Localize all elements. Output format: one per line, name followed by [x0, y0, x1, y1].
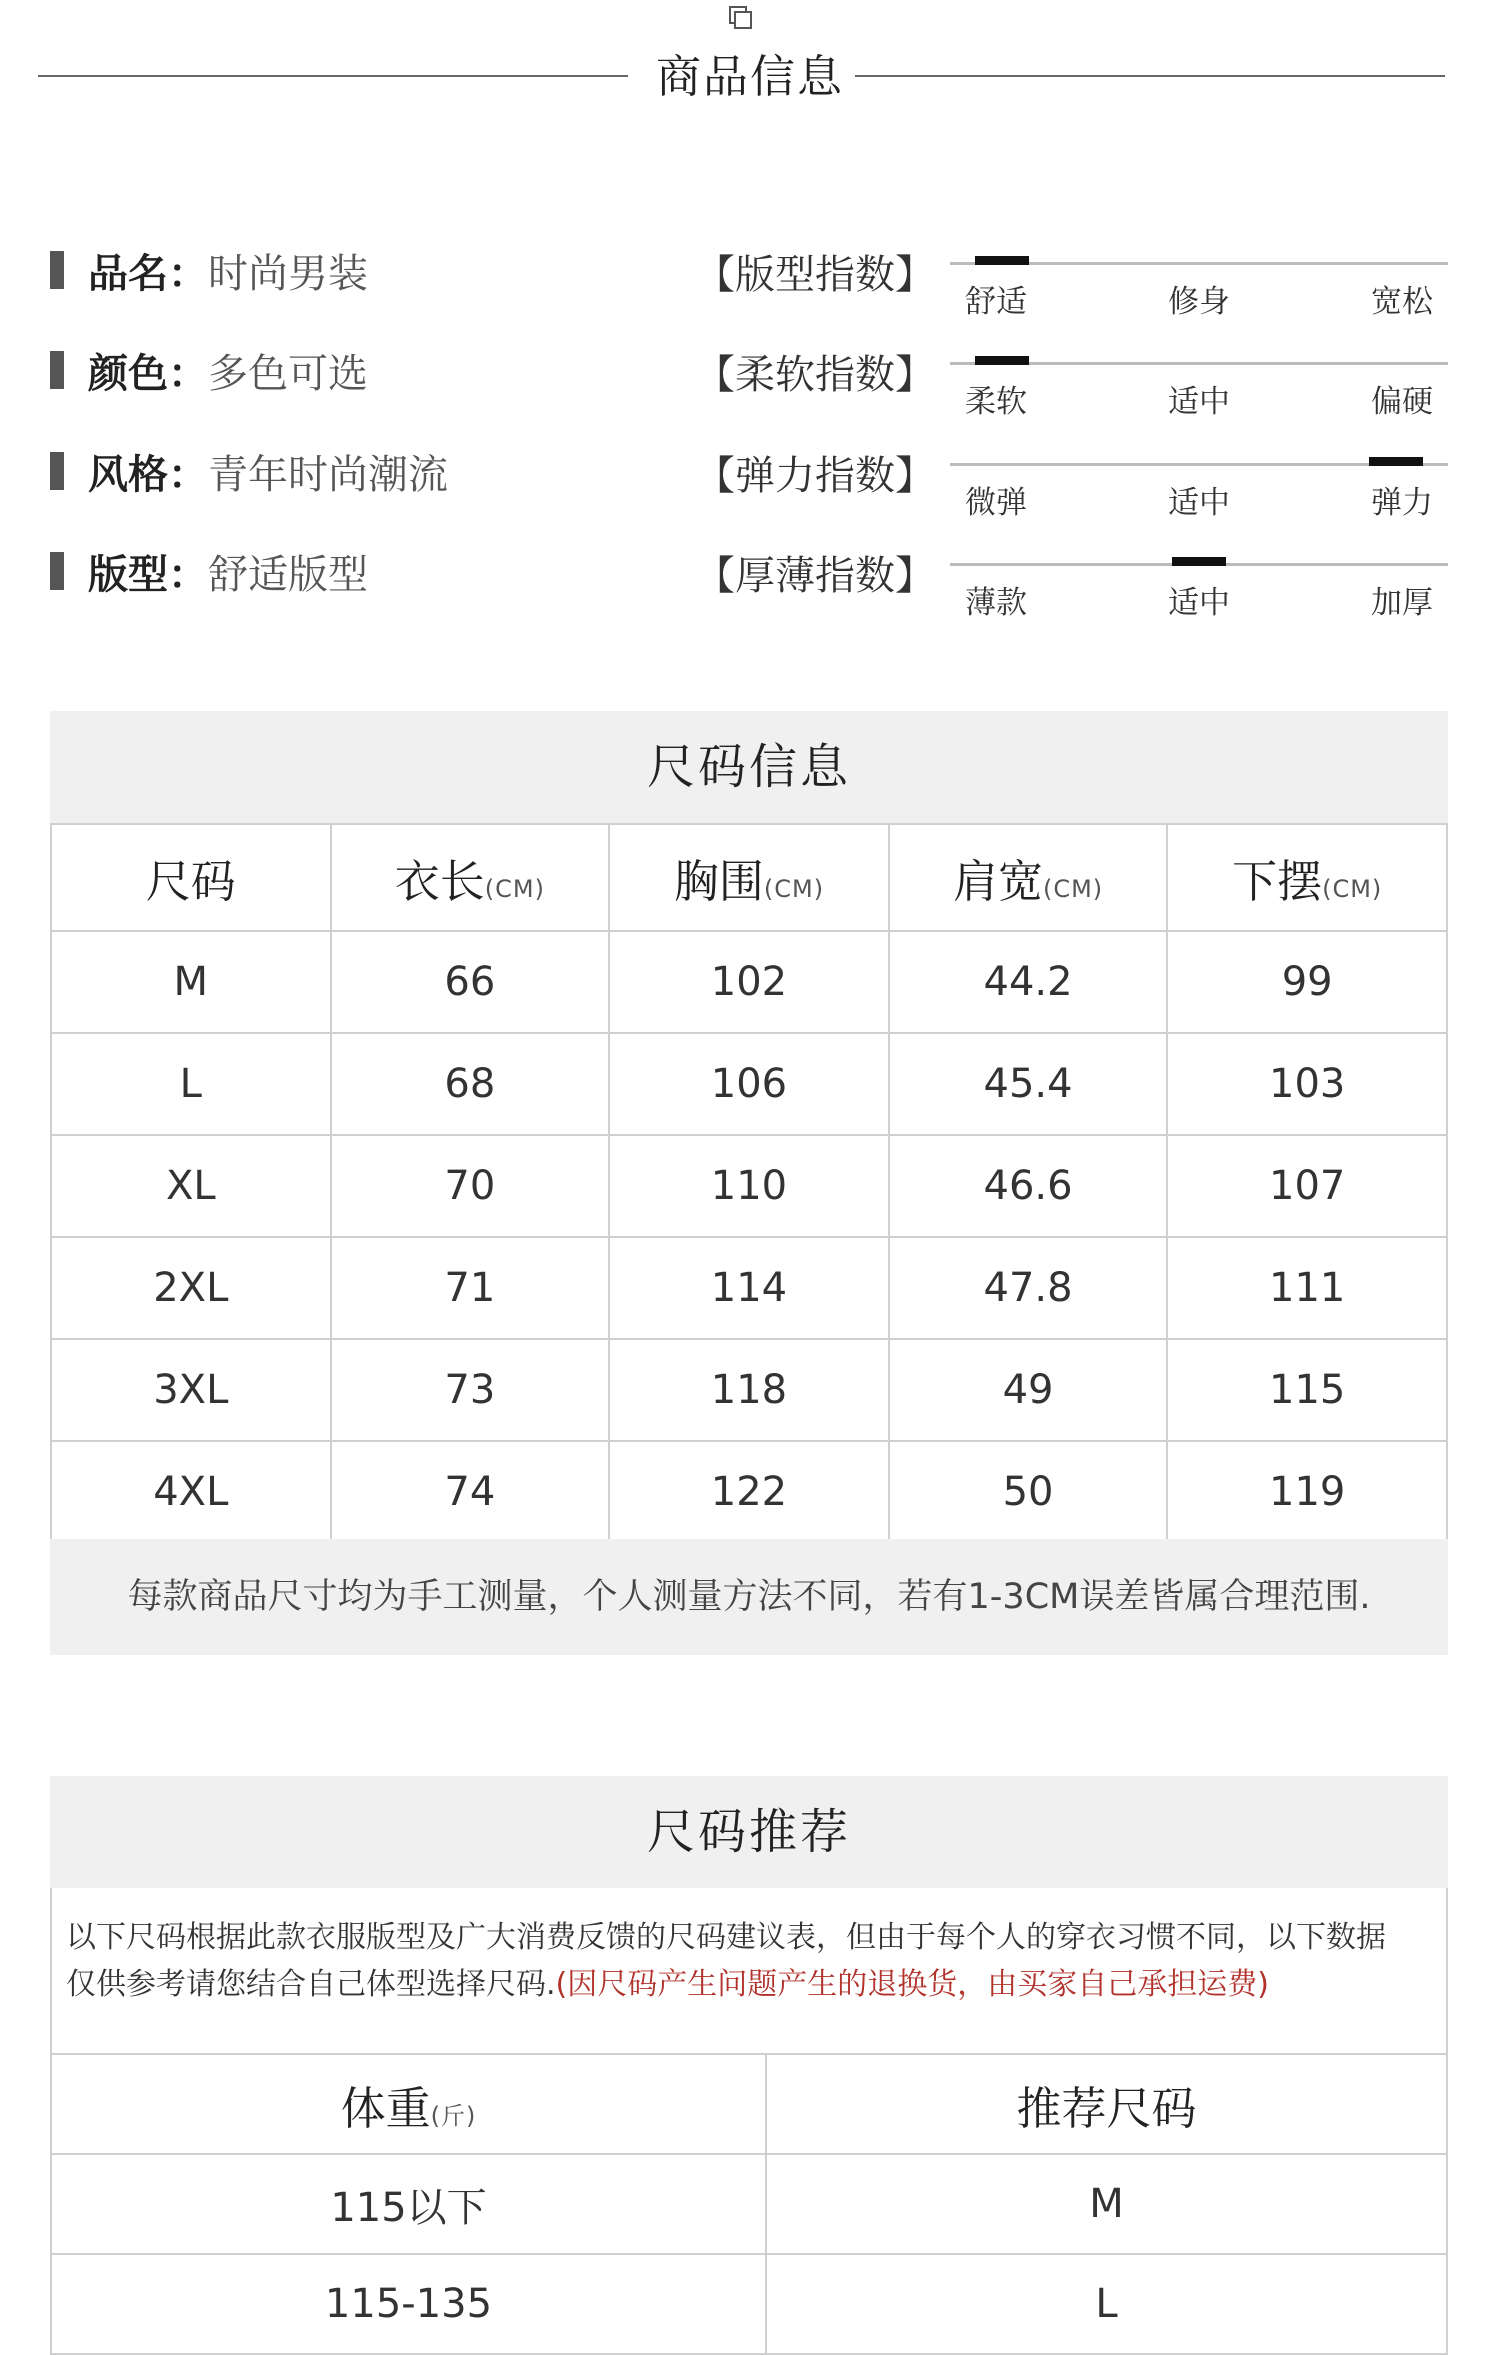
table-header-row — [51, 2054, 1447, 2154]
scale-tick: 柔软 — [965, 384, 1027, 420]
table-cell: M — [51, 931, 331, 1033]
size-recommend-title: 尺码推荐 — [646, 1804, 851, 1860]
scale-tick: 加厚 — [1371, 585, 1433, 621]
attribute-label: 风格： — [88, 451, 208, 498]
attribute-color — [50, 340, 368, 400]
index-label-fit: 【版型指数】 — [695, 252, 935, 298]
table-row — [51, 931, 1447, 1033]
header-divider-right — [855, 75, 1445, 77]
bullet-bar — [50, 251, 64, 289]
table-cell: 45.4 — [889, 1033, 1168, 1135]
table-cell: 115-135 — [51, 2254, 766, 2354]
index-scale-fit — [950, 262, 1448, 322]
table-cell: 99 — [1167, 931, 1447, 1033]
scale-tick: 适中 — [1168, 384, 1230, 420]
table-cell: L — [51, 1033, 331, 1135]
table-cell: 102 — [609, 931, 889, 1033]
attribute-label: 颜色： — [88, 350, 208, 397]
attribute-label: 版型： — [88, 551, 208, 598]
scale-tick: 偏硬 — [1371, 384, 1433, 420]
index-label-elasticity: 【弹力指数】 — [695, 453, 935, 499]
attribute-fit — [50, 541, 368, 601]
scale-tick: 薄款 — [965, 585, 1027, 621]
bullet-bar — [50, 351, 64, 389]
table-row — [51, 1339, 1447, 1441]
attribute-value: 时尚男装 — [208, 250, 368, 297]
scale-tick: 微弹 — [965, 485, 1027, 521]
scale-indicator — [975, 356, 1029, 365]
table-row — [51, 2154, 1447, 2254]
column-header-recommended-size: 推荐尺码 — [766, 2054, 1447, 2154]
table-cell: 122 — [609, 1441, 889, 1543]
copy-icon[interactable] — [727, 4, 753, 30]
table-cell: 49 — [889, 1339, 1168, 1441]
table-cell: 118 — [609, 1339, 889, 1441]
attribute-name — [50, 240, 368, 300]
table-cell: 74 — [331, 1441, 610, 1543]
table-cell: 115以下 — [51, 2154, 766, 2254]
index-label-softness: 【柔软指数】 — [695, 352, 935, 398]
scale-tick: 修身 — [1168, 284, 1230, 320]
table-cell: 114 — [609, 1237, 889, 1339]
table-cell: 110 — [609, 1135, 889, 1237]
bullet-bar — [50, 452, 64, 490]
attribute-style — [50, 441, 448, 501]
size-info-header — [50, 711, 1448, 823]
attribute-label: 品名： — [88, 250, 208, 297]
table-row — [51, 1033, 1447, 1135]
column-header-length: 衣长(CM) — [331, 824, 610, 931]
measurement-note: 每款商品尺寸均为手工测量，个人测量方法不同，若有1-3CM误差皆属合理范围. — [50, 1539, 1448, 1655]
scale-tick: 适中 — [1168, 485, 1230, 521]
column-header-shoulder: 肩宽(CM) — [889, 824, 1168, 931]
table-cell: 103 — [1167, 1033, 1447, 1135]
table-cell: 2XL — [51, 1237, 331, 1339]
scale-tick: 弹力 — [1371, 485, 1433, 521]
column-header-chest: 胸围(CM) — [609, 824, 889, 931]
scale-tick: 舒适 — [965, 284, 1027, 320]
description-line: 仅供参考请您结合自己体型选择尺码.(因尺码产生问题产生的退换货，由买家自己承担运费) — [66, 1967, 1269, 2002]
table-cell: 111 — [1167, 1237, 1447, 1339]
table-cell: M — [766, 2154, 1447, 2254]
description-line: 以下尺码根据此款衣服版型及广大消费反馈的尺码建议表，但由于每个人的穿衣习惯不同，以下数据 — [66, 1920, 1386, 1955]
size-info-title: 尺码信息 — [646, 739, 851, 795]
index-label-thickness: 【厚薄指数】 — [695, 553, 935, 599]
table-cell: 47.8 — [889, 1237, 1168, 1339]
table-cell: 46.6 — [889, 1135, 1168, 1237]
table-cell: 70 — [331, 1135, 610, 1237]
table-cell: 71 — [331, 1237, 610, 1339]
table-header-row — [51, 824, 1447, 931]
attribute-value: 舒适版型 — [208, 551, 368, 598]
size-recommend-header — [50, 1776, 1448, 1888]
size-recommend-description — [50, 1888, 1448, 2053]
table-cell: 50 — [889, 1441, 1168, 1543]
page-title: 商品信息 — [655, 50, 844, 103]
return-shipping-warning: (因尺码产生问题产生的退换货，由买家自己承担运费) — [555, 1967, 1269, 2002]
table-cell: 66 — [331, 931, 610, 1033]
index-scale-elasticity — [950, 463, 1448, 523]
column-header-hem: 下摆(CM) — [1167, 824, 1447, 931]
index-scale-thickness — [950, 563, 1448, 623]
column-header-weight: 体重(斤) — [51, 2054, 766, 2154]
scale-indicator — [1369, 457, 1423, 466]
table-cell: 68 — [331, 1033, 610, 1135]
table-cell: 115 — [1167, 1339, 1447, 1441]
table-cell: L — [766, 2254, 1447, 2354]
table-cell: 73 — [331, 1339, 610, 1441]
scale-tick: 适中 — [1168, 585, 1230, 621]
attribute-value: 多色可选 — [208, 350, 368, 397]
column-header-size: 尺码 — [51, 824, 331, 931]
scale-tick: 宽松 — [1371, 284, 1433, 320]
bullet-bar — [50, 552, 64, 590]
table-cell: 106 — [609, 1033, 889, 1135]
index-scale-softness — [950, 362, 1448, 422]
table-row — [51, 1135, 1447, 1237]
attribute-value: 青年时尚潮流 — [208, 451, 448, 498]
size-recommend-table — [50, 2053, 1448, 2355]
scale-indicator — [1172, 557, 1226, 566]
table-cell: 44.2 — [889, 931, 1168, 1033]
table-row — [51, 1237, 1447, 1339]
table-cell: 3XL — [51, 1339, 331, 1441]
table-cell: XL — [51, 1135, 331, 1237]
scale-indicator — [975, 256, 1029, 265]
table-cell: 107 — [1167, 1135, 1447, 1237]
header-divider-left — [38, 75, 628, 77]
table-row — [51, 1441, 1447, 1543]
table-cell: 4XL — [51, 1441, 331, 1543]
size-info-table — [50, 823, 1448, 1544]
table-cell: 119 — [1167, 1441, 1447, 1543]
table-row — [51, 2254, 1447, 2354]
